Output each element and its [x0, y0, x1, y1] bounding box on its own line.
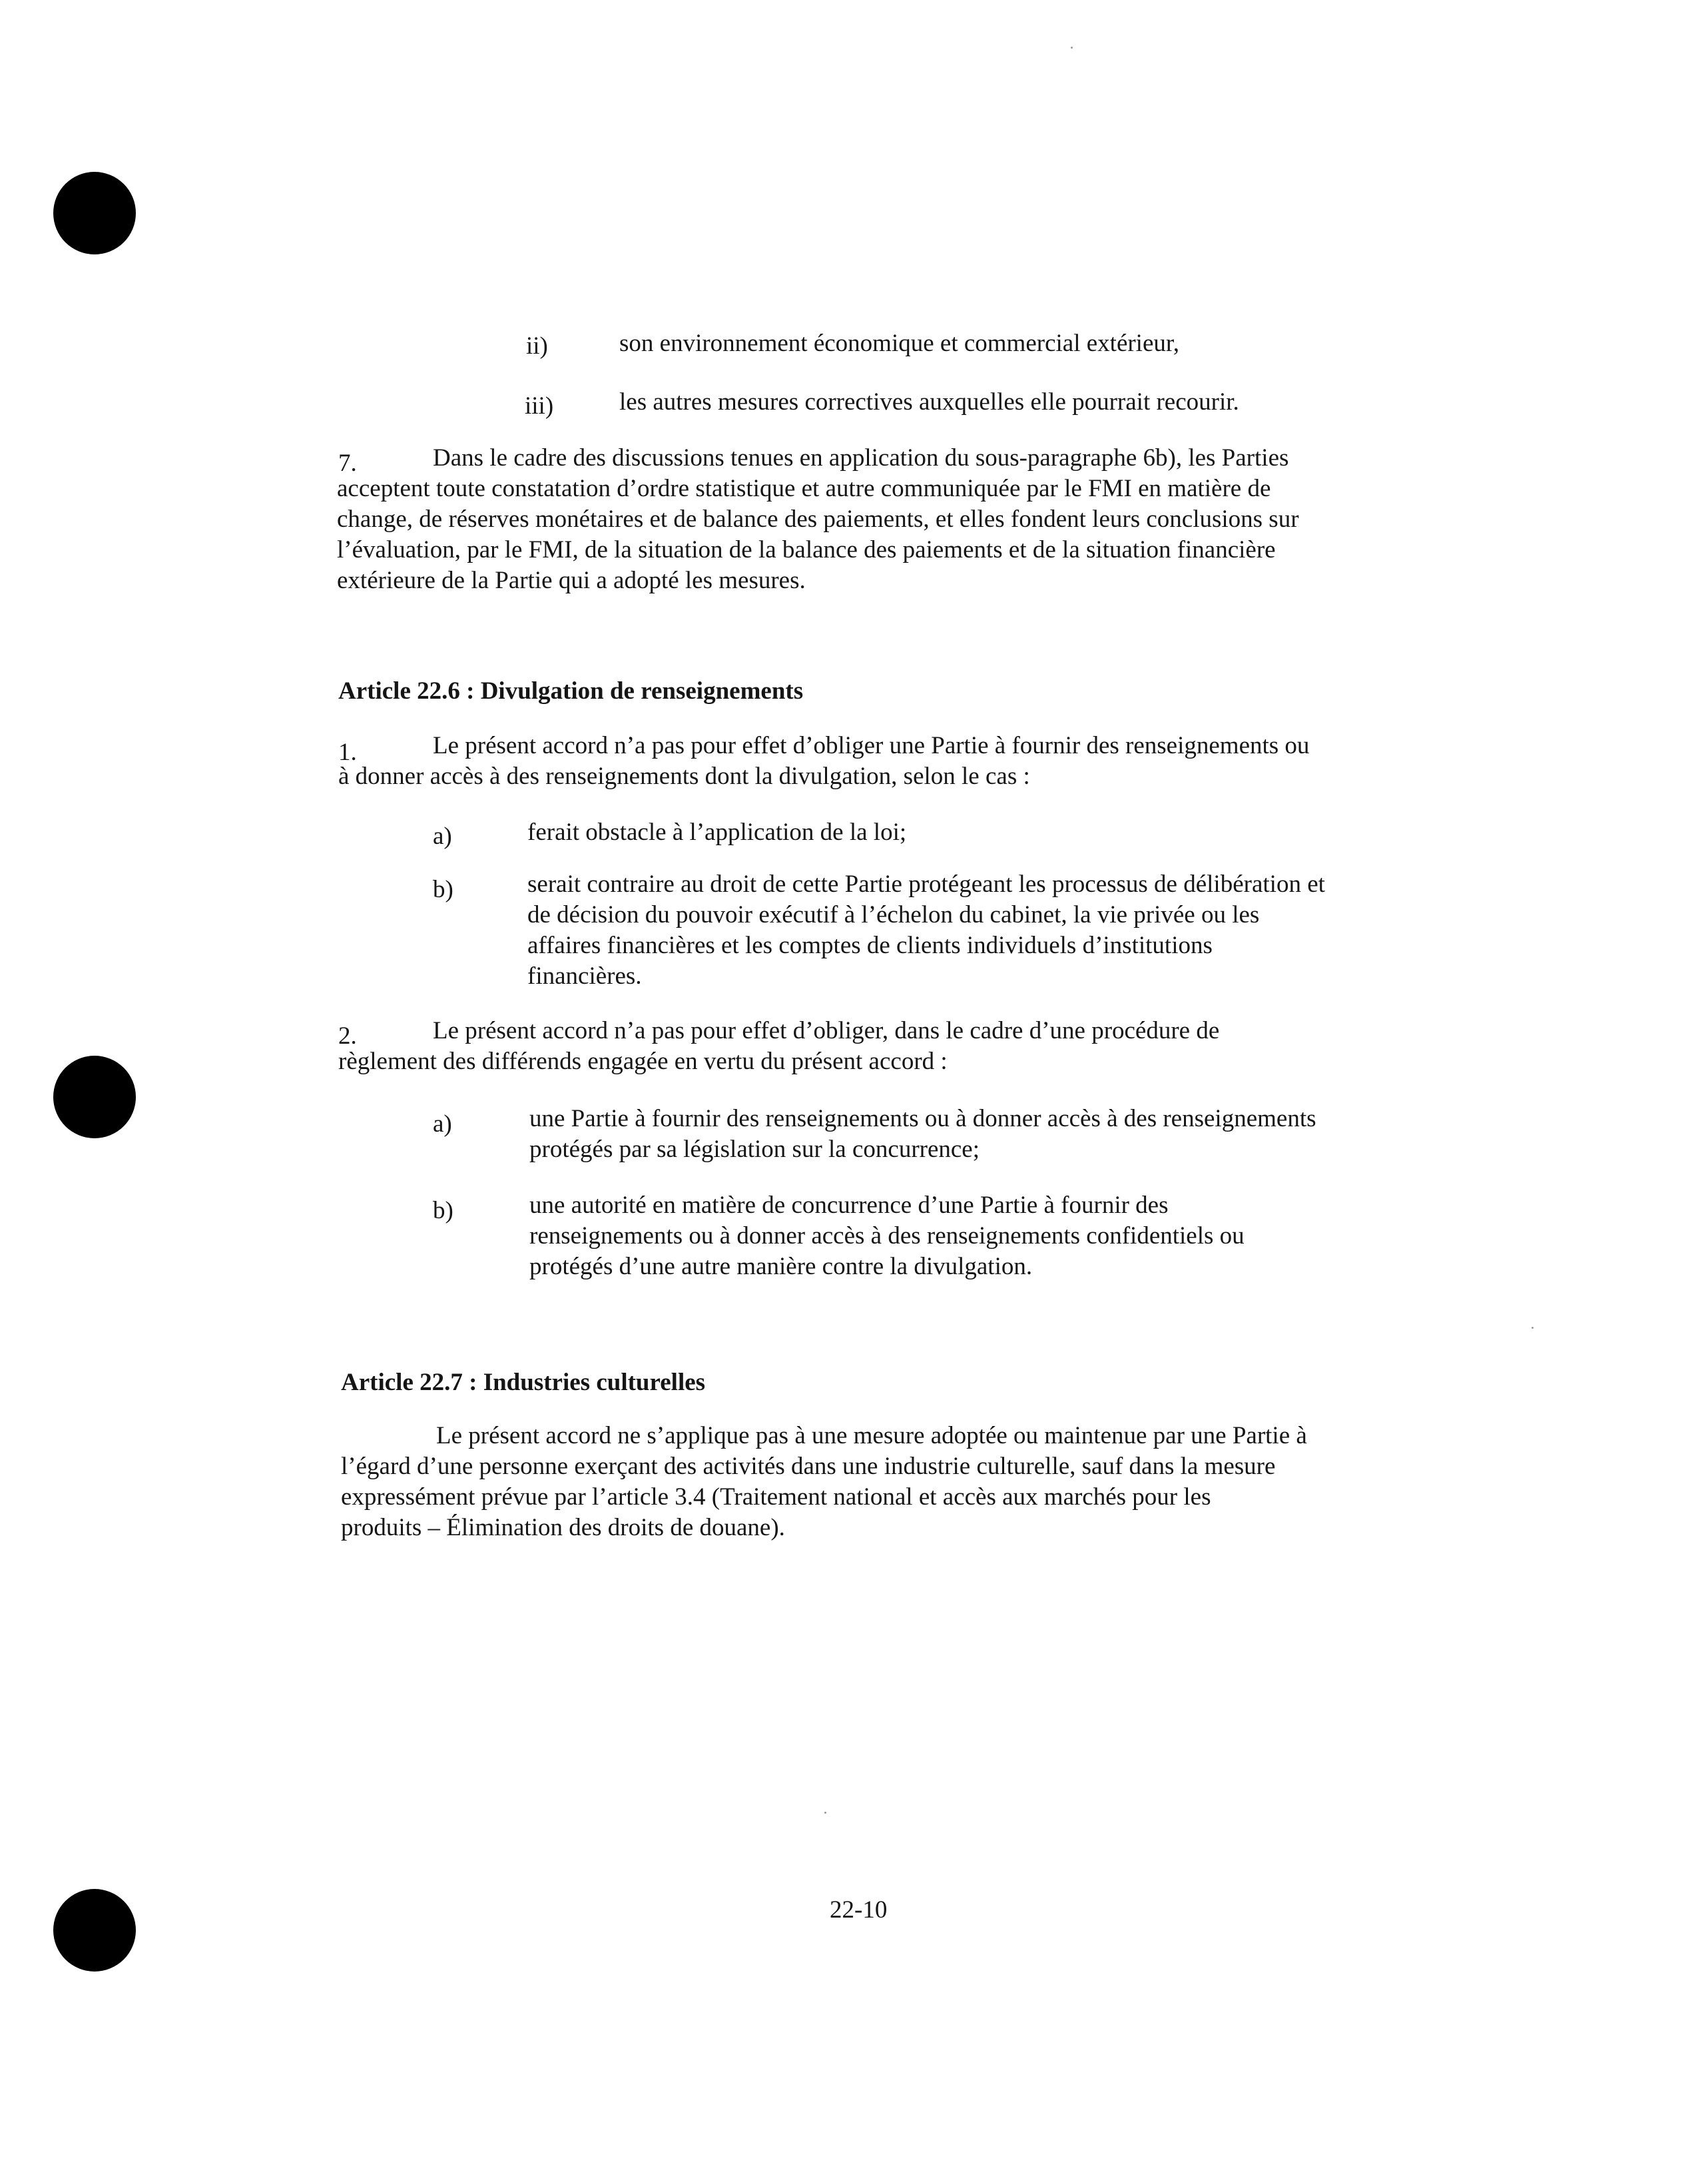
- punch-hole: [53, 1056, 136, 1138]
- paragraph-line: l’égard d’une personne exerçant des activités dans une industrie culturelle, sauf dans la mesure: [341, 1453, 1276, 1480]
- scan-speck: [1071, 47, 1073, 49]
- punch-hole: [53, 1889, 136, 1972]
- list-item-text: les autres mesures correctives auxquelles elle pourrait recourir.: [619, 388, 1239, 416]
- list-item-label: ii): [526, 332, 548, 360]
- list-item-text: protégés par sa législation sur la concurrence;: [529, 1136, 980, 1163]
- list-item-text: son environnement économique et commercial extérieur,: [619, 330, 1179, 357]
- paragraph-line: change, de réserves monétaires et de balance des paiements, et elles fondent leurs conclusions sur: [337, 506, 1299, 533]
- paragraph-number: 2.: [338, 1022, 357, 1050]
- list-item-label: a): [433, 823, 452, 850]
- paragraph-line: Le présent accord n’a pas pour effet d’obliger, dans le cadre d’une procédure de: [433, 1017, 1220, 1044]
- paragraph-line: à donner accès à des renseignements dont la divulgation, selon le cas :: [338, 763, 1030, 790]
- list-item-text: protégés d’une autre manière contre la divulgation.: [529, 1253, 1033, 1280]
- paragraph-line: Dans le cadre des discussions tenues en application du sous-paragraphe 6b), les Parties: [433, 444, 1289, 472]
- list-item-label: iii): [525, 392, 554, 420]
- paragraph-line: expressément prévue par l’article 3.4 (Traitement national et accès aux marchés pour les: [341, 1483, 1211, 1511]
- list-item-label: b): [433, 876, 453, 903]
- list-item-text: renseignements ou à donner accès à des renseignements confidentiels ou: [529, 1222, 1245, 1250]
- list-item-label: a): [433, 1110, 452, 1138]
- section-heading: Article 22.6 : Divulgation de renseignements: [338, 677, 804, 705]
- list-item-text: serait contraire au droit de cette Partie protégeant les processus de délibération et: [527, 871, 1325, 898]
- section-heading: Article 22.7 : Industries culturelles: [341, 1369, 706, 1396]
- list-item-text: affaires financières et les comptes de clients individuels d’institutions: [527, 932, 1213, 959]
- list-item-text: une Partie à fournir des renseignements ou à donner accès à des renseignements: [529, 1105, 1316, 1132]
- paragraph-line: Le présent accord n’a pas pour effet d’obliger une Partie à fournir des renseignements ou: [433, 732, 1310, 759]
- paragraph-number: 1.: [338, 739, 357, 766]
- list-item-text: financières.: [527, 962, 642, 990]
- list-item-text: de décision du pouvoir exécutif à l’échelon du cabinet, la vie privée ou les: [527, 901, 1260, 928]
- paragraph-line: l’évaluation, par le FMI, de la situation de la balance des paiements et de la situation financière: [337, 536, 1276, 563]
- paragraph-line: produits – Élimination des droits de douane).: [341, 1514, 785, 1541]
- paragraph-number: 7.: [338, 450, 357, 477]
- list-item-text: une autorité en matière de concurrence d’une Partie à fournir des: [529, 1192, 1169, 1219]
- scan-speck: [1532, 1327, 1534, 1329]
- paragraph-line: Le présent accord ne s’applique pas à une mesure adoptée ou maintenue par une Partie à: [436, 1422, 1307, 1449]
- list-item-label: b): [433, 1197, 453, 1224]
- scan-speck: [824, 1812, 826, 1814]
- paragraph-line: extérieure de la Partie qui a adopté les mesures.: [337, 567, 806, 594]
- page-number: 22-10: [830, 1896, 888, 1924]
- paragraph-line: acceptent toute constatation d’ordre statistique et autre communiquée par le FMI en matière de: [337, 475, 1271, 502]
- punch-hole: [53, 172, 136, 254]
- list-item-text: ferait obstacle à l’application de la loi;: [527, 819, 907, 846]
- paragraph-line: règlement des différends engagée en vertu du présent accord :: [338, 1048, 948, 1075]
